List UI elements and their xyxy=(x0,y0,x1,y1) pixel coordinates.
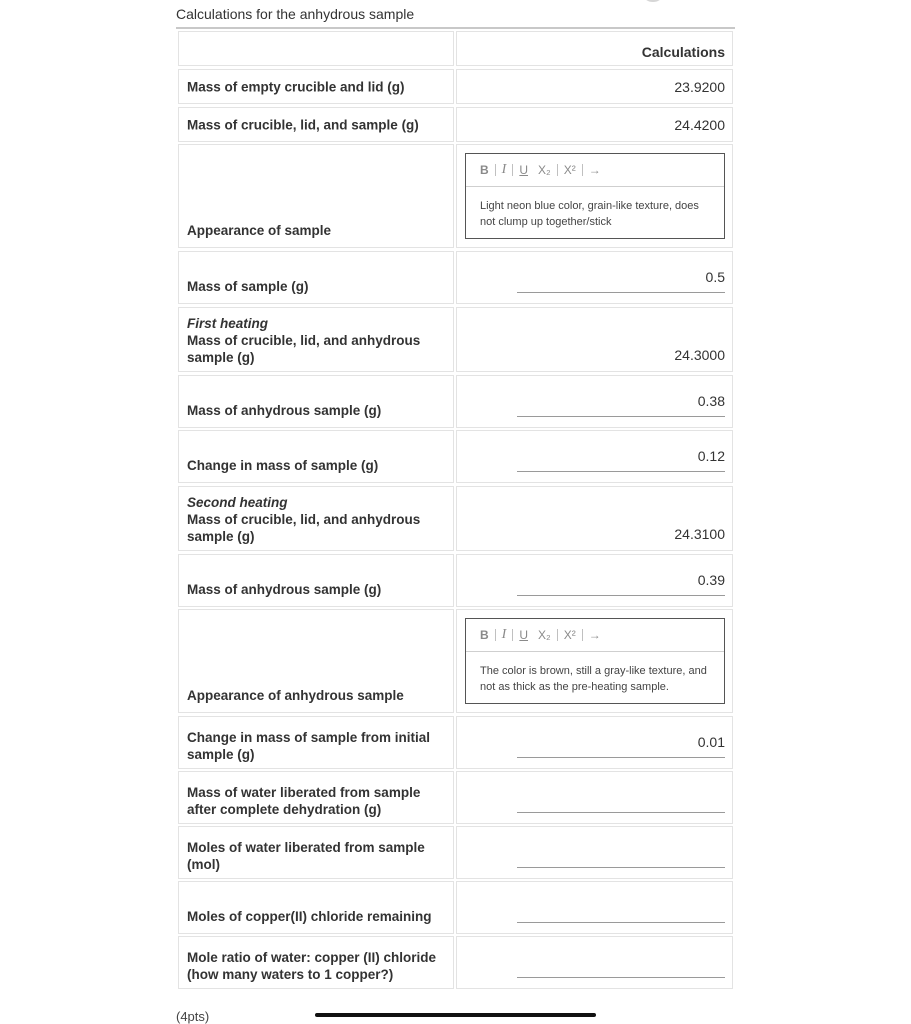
home-indicator[interactable] xyxy=(315,1013,596,1017)
input-value: 0.39 xyxy=(697,572,725,588)
points-label: (4pts) xyxy=(176,1009,210,1024)
header-cell xyxy=(456,31,733,66)
table-row xyxy=(178,486,733,551)
superscript-button[interactable]: X² xyxy=(563,163,576,177)
editor-toolbar xyxy=(466,619,724,652)
row-label: Mass of crucible, lid, and anhydrous sample (g) xyxy=(187,333,421,365)
row-label: Change in mass of sample from initial sample (g) xyxy=(187,730,431,762)
row-label: Mass of anhydrous sample (g) xyxy=(187,403,382,418)
bold-button[interactable]: B xyxy=(480,163,489,177)
answer-input[interactable] xyxy=(517,731,725,758)
top-indicator xyxy=(644,0,662,2)
editor-toolbar xyxy=(466,154,724,187)
input-value: 0.12 xyxy=(697,448,725,464)
calculations-header: Calculations xyxy=(641,44,725,60)
row-label: Moles of copper(II) chloride remaining xyxy=(187,909,432,924)
answer-input[interactable] xyxy=(517,569,725,596)
table-row xyxy=(178,609,733,713)
input-value: 0.01 xyxy=(697,734,725,750)
row-label: Mass of water liberated from sample after complete dehydration (g) xyxy=(187,785,421,817)
table-row xyxy=(178,375,733,428)
caption-divider xyxy=(176,27,735,29)
input-value: 0.5 xyxy=(705,269,725,285)
bold-button[interactable]: B xyxy=(480,628,489,642)
table-caption: Calculations for the anhydrous sample xyxy=(176,6,415,22)
underline-button[interactable]: U xyxy=(519,628,529,642)
table-header-row xyxy=(178,31,733,66)
editor-text[interactable]: The color is brown, still a gray-like texture, and not as thick as the pre-heating sample. xyxy=(480,665,707,693)
table-row xyxy=(178,936,733,989)
row-sublabel: Second heating xyxy=(187,495,288,510)
subscript-button[interactable]: X₂ xyxy=(538,163,551,177)
rich-text-editor[interactable] xyxy=(465,618,725,704)
italic-button[interactable]: I xyxy=(501,162,507,177)
table-row xyxy=(178,251,733,304)
table-row xyxy=(178,69,733,104)
answer-input[interactable] xyxy=(517,896,725,923)
row-value: 24.4200 xyxy=(674,116,725,133)
superscript-button[interactable]: X² xyxy=(563,628,576,642)
table-row xyxy=(178,430,733,483)
arrow-icon[interactable]: → xyxy=(588,163,601,177)
input-value: 0.38 xyxy=(697,393,725,409)
table-row xyxy=(178,307,733,372)
row-label: Appearance of anhydrous sample xyxy=(187,688,404,703)
subscript-button[interactable]: X₂ xyxy=(538,628,551,642)
italic-button[interactable]: I xyxy=(501,627,507,642)
table-row xyxy=(178,771,733,824)
row-label-group xyxy=(187,315,443,366)
row-label: Moles of water liberated from sample (mol) xyxy=(187,840,425,872)
row-value: 24.3000 xyxy=(674,347,725,363)
answer-input[interactable] xyxy=(517,445,725,472)
answer-input[interactable] xyxy=(517,390,725,417)
row-label: Mole ratio of water: copper (II) chloride (how many waters to 1 copper?) xyxy=(187,950,437,982)
row-label: Mass of empty crucible and lid (g) xyxy=(187,79,405,94)
header-empty-cell xyxy=(178,31,454,66)
row-value: 23.9200 xyxy=(674,78,725,95)
table-row xyxy=(178,554,733,607)
row-label: Mass of sample (g) xyxy=(187,279,309,294)
row-label: Appearance of sample xyxy=(187,223,332,238)
row-label: Mass of anhydrous sample (g) xyxy=(187,582,382,597)
table-row xyxy=(178,826,733,879)
row-label: Change in mass of sample (g) xyxy=(187,458,379,473)
table-row xyxy=(178,107,733,142)
underline-button[interactable]: U xyxy=(519,163,529,177)
answer-input[interactable] xyxy=(517,841,725,868)
row-label: Mass of crucible, lid, and sample (g) xyxy=(187,117,419,132)
row-sublabel: First heating xyxy=(187,316,269,331)
table-row xyxy=(178,881,733,934)
arrow-icon[interactable]: → xyxy=(588,628,601,642)
row-value: 24.3100 xyxy=(674,526,725,542)
answer-input[interactable] xyxy=(517,951,725,978)
answer-input[interactable] xyxy=(517,266,725,293)
rich-text-editor[interactable] xyxy=(465,153,725,239)
row-label-group xyxy=(187,494,443,545)
table-row xyxy=(178,716,733,769)
editor-text[interactable]: Light neon blue color, grain-like texture, does not clump up together/stick xyxy=(480,200,699,228)
answer-input[interactable] xyxy=(517,786,725,813)
row-label: Mass of crucible, lid, and anhydrous sample (g) xyxy=(187,512,421,544)
table-row xyxy=(178,144,733,248)
